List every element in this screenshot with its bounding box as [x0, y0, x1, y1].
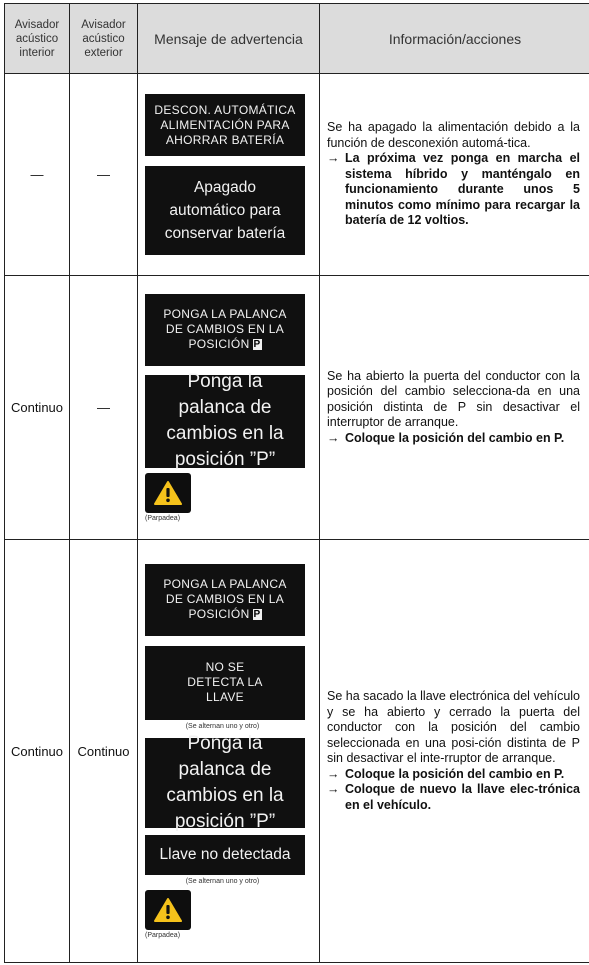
header-row	[5, 4, 589, 74]
lcd-text: Ponga la palanca de cambios en la posición ”P”	[166, 371, 284, 470]
action-item	[327, 767, 580, 783]
header-message: Mensaje de advertencia	[138, 4, 320, 74]
lcd-message-large	[145, 371, 305, 470]
p-position-glyph: P	[253, 609, 261, 620]
warning-indicator	[145, 890, 191, 930]
table-row	[5, 540, 589, 963]
warning-message-table	[4, 3, 589, 963]
lcd-message-caps	[145, 294, 305, 366]
lcd-text: PONGA LA PALANCA DE CAMBIOS EN LA POSICIÓN P	[163, 577, 287, 621]
alternate-note: (Se alternan uno y otro)	[185, 877, 260, 885]
blink-note: (Parpadea)	[145, 514, 181, 522]
table-row	[5, 276, 589, 540]
header-info: Información/acciones	[320, 4, 589, 74]
lcd-text: NO SE DETECTA LA LLAVE	[187, 660, 263, 704]
lcd-text: Llave no detectada	[159, 846, 291, 863]
action-item	[327, 431, 580, 447]
lcd-message-caps	[145, 564, 305, 636]
lcd-message-large	[145, 166, 305, 255]
arrow-icon: →	[327, 430, 340, 445]
action-text: Coloque de nuevo la llave elec-trónica en el vehículo.	[345, 782, 580, 812]
info-text: Se ha abierto la puerta del conductor con la posición del cambio selecciona-da en una posición distinta de P sin desactivar el interruptor de arranque.	[327, 368, 580, 430]
arrow-icon: →	[327, 766, 340, 781]
info-cell	[320, 540, 589, 963]
interior-buzzer-cell: Continuo	[5, 276, 70, 540]
action-item	[327, 151, 580, 229]
info-cell	[320, 276, 589, 540]
interior-buzzer-cell: Continuo	[5, 540, 70, 963]
arrow-icon: →	[327, 151, 340, 166]
action-text: La próxima vez ponga en marcha el sistema híbrido y manténgalo en funcionamiento durante unos 5 minutos como mínimo para recargar la batería de 12 voltios.	[345, 151, 580, 228]
lcd-message-nokey-large	[145, 835, 305, 875]
lcd-text: Ponga la palanca de cambios en la posición ”P”	[166, 732, 284, 832]
lcd-text: DESCON. AUTOMÁTICA ALIMENTACIÓN PARA AHORRAR BATERÍA	[154, 102, 296, 147]
lcd-text: PONGA LA PALANCA DE CAMBIOS EN LA POSICIÓN P	[163, 307, 287, 351]
p-position-glyph: P	[253, 339, 261, 350]
info-text: Se ha apagado la alimentación debido a la función de desconexión automá-tica.	[327, 120, 580, 150]
header-exterior-buzzer: Avisador acústico exterior	[70, 4, 138, 74]
warning-triangle-icon	[154, 480, 182, 506]
warning-triangle-icon	[154, 897, 182, 923]
arrow-icon: →	[327, 782, 340, 796]
header-interior-buzzer: Avisador acústico interior	[5, 4, 70, 74]
message-cell	[138, 74, 320, 276]
table-row	[5, 74, 589, 276]
exterior-buzzer-cell: —	[70, 276, 138, 540]
blink-note: (Parpadea)	[145, 931, 181, 939]
action-item	[327, 782, 580, 813]
exterior-buzzer-cell: Continuo	[70, 540, 138, 963]
exterior-buzzer-cell: —	[70, 74, 138, 276]
warning-indicator	[145, 473, 191, 513]
info-cell	[320, 74, 589, 276]
lcd-message-caps	[145, 94, 305, 156]
message-cell	[138, 276, 320, 540]
action-text: Coloque la posición del cambio en P.	[345, 766, 565, 781]
alternate-note: (Se alternan uno y otro)	[185, 722, 260, 730]
lcd-message-large	[145, 732, 305, 832]
message-cell	[138, 540, 320, 963]
lcd-message-nokey	[145, 646, 305, 720]
lcd-text: Apagado automático para conservar batería	[164, 179, 286, 242]
info-text: Se ha sacado la llave electrónica del vehículo y se ha abierto y cerrado la puerta del conductor con la posición del cambio seleccionada en una posi-ción distinta de P sin desactivar el inte-rruptor de arranque.	[327, 689, 580, 765]
action-text: Coloque la posición del cambio en P.	[345, 430, 565, 445]
interior-buzzer-cell: —	[5, 74, 70, 276]
